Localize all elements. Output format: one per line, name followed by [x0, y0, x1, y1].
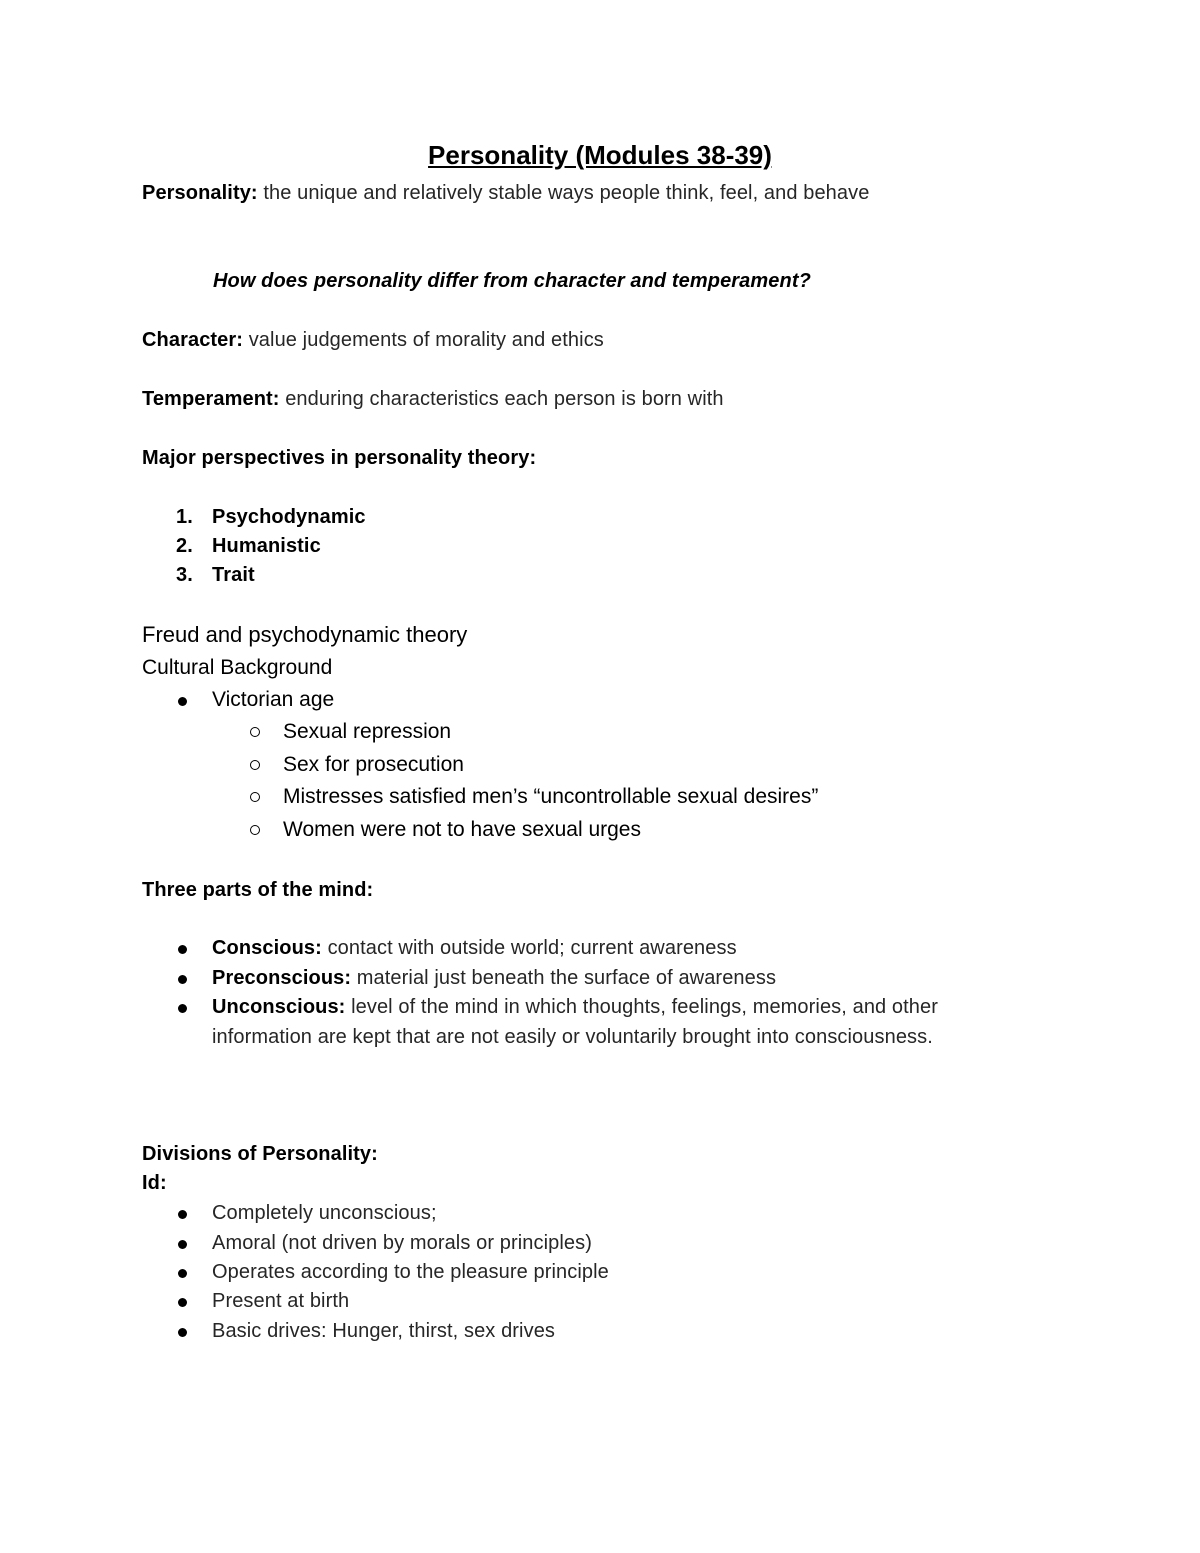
list-item: Completely unconscious; — [212, 1202, 437, 1224]
bullet-circle-icon — [250, 727, 260, 737]
term: Conscious: — [212, 937, 322, 959]
bullet-dot-icon — [178, 1298, 187, 1307]
list-item — [212, 996, 938, 1019]
freud-heading: Freud and psychodynamic theory — [142, 622, 468, 647]
bullet-dot-icon — [178, 1328, 187, 1337]
list-item: Victorian age — [212, 688, 335, 711]
list-number: 2. — [176, 535, 193, 557]
description: material just beneath the surface of awareness — [351, 967, 777, 989]
bullet-dot-icon — [178, 697, 187, 706]
list-item: Operates according to the pleasure principle — [212, 1261, 609, 1283]
cultural-background-subheading: Cultural Background — [142, 656, 333, 679]
sublist-item: Mistresses satisfied men’s “uncontrollable sexual desires” — [283, 785, 819, 808]
bullet-circle-icon — [250, 792, 260, 802]
list-label: Trait — [212, 564, 255, 586]
description: level of the mind in which thoughts, feelings, memories, and other — [345, 996, 939, 1018]
bullet-dot-icon — [178, 1210, 187, 1219]
bullet-circle-icon — [250, 825, 260, 835]
character-definition — [142, 329, 604, 352]
term: Unconscious: — [212, 996, 346, 1018]
list-label: Psychodynamic — [212, 506, 366, 528]
definition-term: Temperament: — [142, 388, 280, 410]
definition-text: the unique and relatively stable ways people think, feel, and behave — [257, 182, 870, 204]
sublist-item: Sex for prosecution — [283, 753, 464, 776]
list-item-continuation: information are kept that are not easily or voluntarily brought into consciousness. — [212, 1026, 933, 1048]
mind-heading: Three parts of the mind: — [142, 879, 374, 901]
bullet-dot-icon — [178, 1269, 187, 1278]
bullet-dot-icon — [178, 1004, 187, 1013]
sublist-item: Women were not to have sexual urges — [283, 818, 641, 841]
perspective-item — [176, 535, 321, 558]
list-item: Amoral (not driven by morals or principles) — [212, 1232, 592, 1254]
bullet-dot-icon — [178, 945, 187, 954]
list-label: Humanistic — [212, 535, 321, 557]
definition-text: enduring characteristics each person is born with — [279, 388, 724, 410]
list-item — [212, 967, 776, 990]
list-item: Present at birth — [212, 1290, 350, 1312]
page-title: Personality (Modules 38-39) — [428, 140, 772, 170]
bullet-dot-icon — [178, 1240, 187, 1249]
personality-definition — [142, 182, 869, 205]
id-label: Id: — [142, 1172, 167, 1194]
divisions-heading: Divisions of Personality: — [142, 1143, 378, 1165]
list-item: Basic drives: Hunger, thirst, sex drives — [212, 1320, 556, 1342]
bullet-dot-icon — [178, 975, 187, 984]
perspective-item — [176, 506, 366, 529]
definition-term: Character: — [142, 329, 244, 351]
definition-term: Personality: — [142, 182, 258, 204]
perspective-item — [176, 564, 255, 587]
temperament-definition — [142, 388, 724, 411]
perspectives-heading: Major perspectives in personality theory: — [142, 447, 537, 469]
definition-text: value judgements of morality and ethics — [243, 329, 604, 351]
list-number: 3. — [176, 564, 193, 586]
bullet-circle-icon — [250, 760, 260, 770]
sublist-item: Sexual repression — [283, 720, 452, 743]
list-item — [212, 937, 737, 960]
description: contact with outside world; current awareness — [321, 937, 737, 959]
term: Preconscious: — [212, 967, 352, 989]
list-number: 1. — [176, 506, 193, 528]
question-heading: How does personality differ from character and temperament? — [213, 270, 811, 292]
